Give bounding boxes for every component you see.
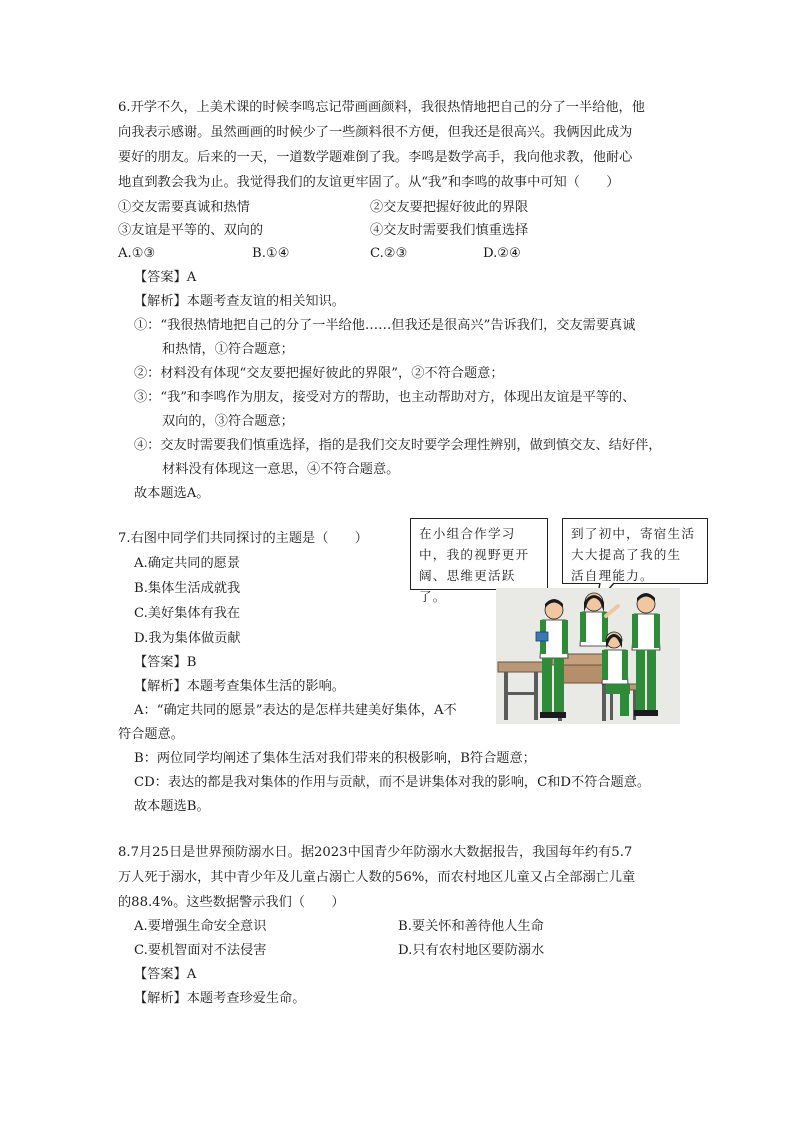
q7-exp-line-4: CD：表达的都是我对集体的作用与贡献，而不是讲集体对我的影响，C和D不符合题意。 <box>134 775 651 790</box>
q7-exp-line-2: 符合题意。 <box>118 727 184 742</box>
q7-conclusion: 故本题选B。 <box>134 799 210 814</box>
q6-conclusion: 故本题选A。 <box>134 486 210 501</box>
q7-exp-line-3: B：两位同学均阐述了集体生活对我们带来的积极影响，B符合题意； <box>134 751 536 766</box>
speech-bubble-left <box>410 518 548 604</box>
q6-option-3: ③友谊是平等的、双向的 <box>118 223 264 238</box>
bubble-right-line-2: 大大提高了我的生 <box>571 547 682 562</box>
q7-stem: 7.右图中同学们共同探讨的主题是（ ） <box>118 531 368 546</box>
q7-choice-a: A.确定共同的愿景 <box>134 556 241 571</box>
q7-analysis: 【解析】本题考查集体生活的影响。 <box>134 679 345 694</box>
q6-choice-a: A.①③ <box>118 246 156 261</box>
q6-exp-line-6: ④：交友时需要我们慎重选择，指的是我们交友时要学会理性辨别，做到慎交友、结好伴， <box>134 438 662 453</box>
q7-choice-c: C.美好集体有我在 <box>134 606 241 621</box>
q6-exp-line-7: 材料没有体现这一意思，④不符合题意。 <box>162 462 400 477</box>
q6-option-1: ①交友需要真诚和热情 <box>118 200 250 215</box>
q6-choice-b: B.①④ <box>252 246 290 261</box>
speech-bubble-right <box>562 518 708 584</box>
bubble-left-line-3: 阔、思维更活跃了。 <box>419 568 516 604</box>
q6-exp-line-1: ①：“我很热情地把自己的分了一半给他……但我还是很高兴”告诉我们，交友需要真诚 <box>134 318 636 333</box>
q8-choice-b: B.要关怀和善待他人生命 <box>398 919 544 934</box>
bubble-right-line-3: 活自理能力。 <box>571 568 654 583</box>
q6-choice-d: D.②④ <box>483 246 521 261</box>
q7-exp-line-1: A：“确定共同的愿景”表达的是怎样共建美好集体，A不 <box>134 703 457 718</box>
bubble-right-line-1: 到了初中，寄宿生活 <box>571 526 696 541</box>
q8-choice-d: D.只有农村地区要防溺水 <box>398 943 545 958</box>
q6-answer: 【答案】A <box>134 270 197 285</box>
students-discussion-illustration <box>496 588 680 724</box>
q6-stem-line-1: 6.开学不久，上美术课的时候李鸣忘记带画画颜料，我很热情地把自己的分了一半给他，他 <box>118 100 645 115</box>
q6-choice-c: C.②③ <box>370 246 408 261</box>
q7-choice-d: D.我为集体做贡献 <box>134 631 241 646</box>
q6-stem-line-2: 向我表示感谢。虽然画画的时候少了一些颜料很不方便，但我还是很高兴。我俩因此成为 <box>118 125 633 140</box>
q7-answer: 【答案】B <box>134 655 197 670</box>
q8-answer: 【答案】A <box>134 967 197 982</box>
q6-stem-line-3: 要好的朋友。后来的一天，一道数学题难倒了我。李鸣是数学高手，我向他求教，他耐心 <box>118 150 633 165</box>
q8-choice-c: C.要机智面对不法侵害 <box>134 943 267 958</box>
q6-option-2: ②交友要把握好彼此的界限 <box>370 200 529 215</box>
q6-exp-line-3: ②：材料没有体现“交友要把握好彼此的界限”，②不符合题意； <box>134 366 504 381</box>
q8-stem-line-3: 的88.4%。这些数据警示我们（ ） <box>118 895 345 910</box>
q6-option-4: ④交友时需要我们慎重选择 <box>370 223 529 238</box>
q8-choice-a: A.要增强生命安全意识 <box>134 919 267 934</box>
q6-exp-line-2: 和热情，①符合题意； <box>162 342 294 357</box>
q6-exp-line-5: 双向的，③符合题意； <box>162 414 294 429</box>
q6-exp-line-4: ③：“我”和李鸣作为朋友，接受对方的帮助，也主动帮助对方，体现出友谊是平等的、 <box>134 390 636 405</box>
bubble-left-line-2: 中，我的视野更开 <box>419 547 530 562</box>
bubble-left-line-1: 在小组合作学习 <box>419 526 516 541</box>
q8-analysis: 【解析】本题考查珍爱生命。 <box>134 991 306 1006</box>
q6-stem-line-4: 地直到教会我为止。我觉得我们的友谊更牢固了。从“我”和李鸣的故事中可知（ ） <box>118 175 620 190</box>
q8-stem-line-2: 万人死于溺水，其中青少年及儿童占溺亡人数的56%，而农村地区儿童又占全部溺亡儿童 <box>118 870 636 885</box>
q8-stem-line-1: 8.7月25日是世界预防溺水日。据2023中国青少年防溺水大数据报告，我国每年约有5.7 <box>118 845 633 860</box>
q6-analysis: 【解析】本题考查友谊的相关知识。 <box>134 294 345 309</box>
q7-choice-b: B.集体生活成就我 <box>134 581 241 596</box>
